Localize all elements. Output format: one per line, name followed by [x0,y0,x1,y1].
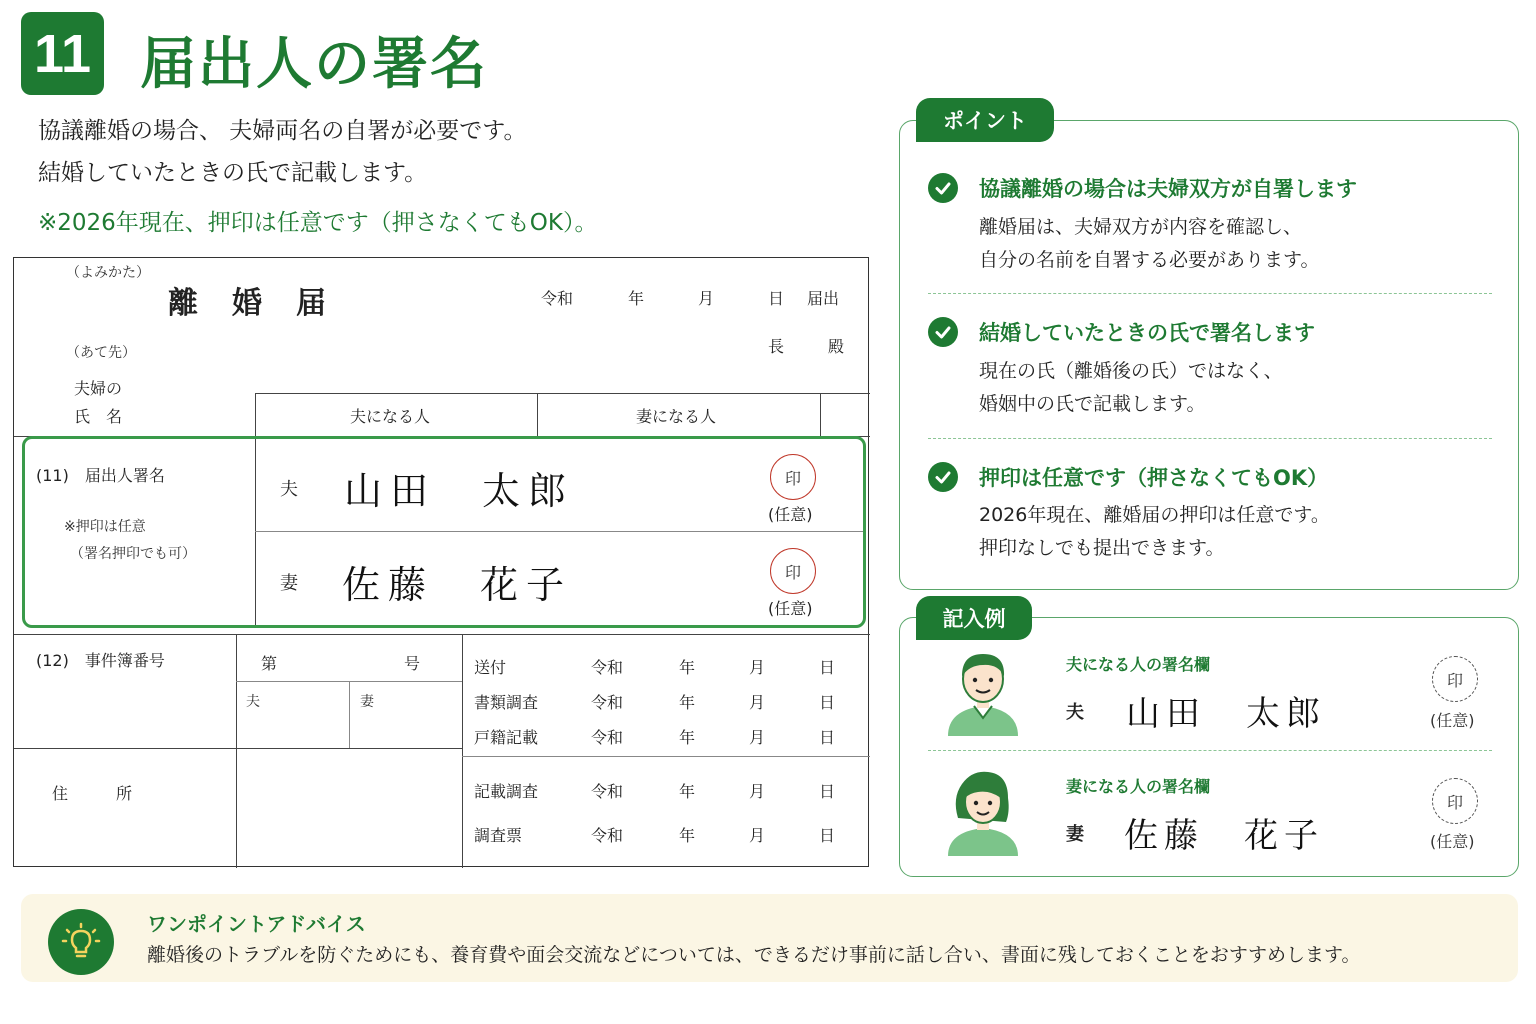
husband-example-seal-optional: (任意) [1430,711,1475,730]
cho-label: 長 [768,337,785,356]
tsuma-small-label: 妻 [360,694,374,710]
wife-example-mark: 妻 [1066,824,1084,845]
processing-date-part: 令和 [591,658,624,677]
processing-date-part: 日 [819,693,836,712]
processing-date-part: 年 [679,658,696,677]
point-3-body-1: 2026年現在、離婚届の押印は任意です。 [979,504,1330,526]
processing-date-part: 日 [819,826,836,845]
point-panel [899,109,1519,590]
woman-avatar-icon [944,768,1022,860]
seal-char: 印 [784,562,801,582]
processing-date-part: 年 [679,693,696,712]
processing-row-label: 調査票 [474,826,523,845]
point-1-body-1: 離婚届は、夫婦双方が内容を確認し、 [979,216,1303,238]
seal-char: 印 [1446,792,1463,812]
processing-row-label: 書類調査 [474,693,539,712]
point-tab: ポイント [916,98,1054,142]
wife-column-header: 妻になる人 [636,407,717,426]
processing-date-part: 年 [679,826,696,845]
processing-date-part: 月 [749,826,766,845]
processing-date-part: 年 [679,782,696,801]
processing-date-part: 日 [819,728,836,747]
husband-mark: 夫 [280,479,298,500]
point-1-body-2: 自分の名前を自署する必要があります。 [979,249,1320,271]
example-panel [899,607,1519,877]
intro-seal-note: ※2026年現在、押印は任意です（押さなくてもOK）。 [38,210,598,236]
processing-date-part: 月 [749,658,766,677]
man-avatar-icon [944,648,1022,740]
seal-char: 印 [1446,670,1463,690]
processing-date-part: 月 [749,728,766,747]
check-icon [928,462,958,492]
signature-section-label: (11) 届出人署名 [36,466,165,485]
processing-date-part: 令和 [591,826,624,845]
point-2-heading: 結婚していたときの氏で署名します [979,321,1315,345]
husband-seal-optional: (任意) [768,505,813,524]
address-label: 住 所 [52,784,133,803]
wife-seal-optional: (任意) [768,599,813,618]
point-2-body-1: 現在の氏（離婚後の氏）ではなく、 [979,360,1283,382]
seal-alternative-note: （署名押印でも可） [70,546,196,562]
advice-body: 離婚後のトラブルを防ぐためにも、養育費や面会交流などについては、できるだけ事前に話し合い、書面に残しておくことをおすすめします。 [147,944,1361,966]
dai-label: 第 [261,654,278,673]
seal-optional-note: ※押印は任意 [64,519,146,535]
processing-date-part: 日 [819,658,836,677]
date-month: 月 [698,289,715,308]
processing-date-part: 年 [679,728,696,747]
go-label: 号 [404,654,421,673]
date-year: 年 [628,289,645,308]
date-day: 日 [768,289,785,308]
check-icon [928,317,958,347]
check-icon [928,173,958,203]
intro-line-1: 協議離婚の場合、 夫婦両名の自署が必要です。 [38,118,527,144]
processing-date-part: 令和 [591,782,624,801]
husband-column-header: 夫になる人 [350,407,431,426]
wife-example-seal-optional: (任意) [1430,832,1475,851]
processing-date-part: 令和 [591,693,624,712]
shimei-label: 氏 名 [74,407,123,426]
advice-heading: ワンポイントアドバイス [147,912,366,936]
intro-line-2: 結婚していたときの氏で記載します。 [38,160,428,186]
husband-signature[interactable]: 山田 太郎 [344,469,575,513]
date-reiwa: 令和 [541,289,574,308]
signature-highlight-box [22,436,866,628]
processing-row-label: 記載調査 [474,782,539,801]
point-2-body-2: 婚姻中の氏で記載します。 [979,393,1206,415]
processing-row-label: 戸籍記載 [474,728,539,747]
wife-mark: 妻 [280,573,298,594]
processing-date-part: 日 [819,782,836,801]
form-title: 離 婚 届 [168,286,328,321]
point-3-body-2: 押印なしでも提出できます。 [979,537,1225,559]
wife-signature[interactable]: 佐藤 花子 [342,563,573,607]
processing-date-part: 令和 [591,728,624,747]
seal-char: 印 [784,468,801,488]
point-1-heading: 協議離婚の場合は夫婦双方が自署します [979,177,1357,201]
example-tab: 記入例 [916,596,1032,640]
todokede-label: 届出 [807,289,840,308]
processing-date-part: 月 [749,693,766,712]
fufu-no-label: 夫婦の [74,379,123,398]
point-3-heading: 押印は任意です（押さなくてもOK） [979,466,1329,490]
lightbulb-icon [48,909,114,975]
advice-banner [21,894,1518,982]
otto-small-label: 夫 [246,694,260,710]
wife-example-signature: 佐藤 花子 [1124,816,1324,856]
husband-example-label: 夫になる人の署名欄 [1066,655,1211,674]
yomikata-label: （よみかた） [66,265,150,281]
atesaki-label: （あて先） [66,345,136,361]
husband-example-signature: 山田 太郎 [1126,694,1326,734]
page-title: 届出人の署名 [140,32,488,97]
wife-example-seal [1432,778,1478,824]
husband-example-mark: 夫 [1066,702,1084,723]
section-number-badge: 11 [21,12,104,95]
processing-row-label: 送付 [474,658,507,677]
case-number-label: (12) 事件簿番号 [36,651,165,670]
processing-date-part: 月 [749,782,766,801]
divorce-form [13,257,869,867]
dono-label: 殿 [828,337,845,356]
husband-example-seal [1432,656,1478,702]
wife-example-label: 妻になる人の署名欄 [1066,777,1211,796]
